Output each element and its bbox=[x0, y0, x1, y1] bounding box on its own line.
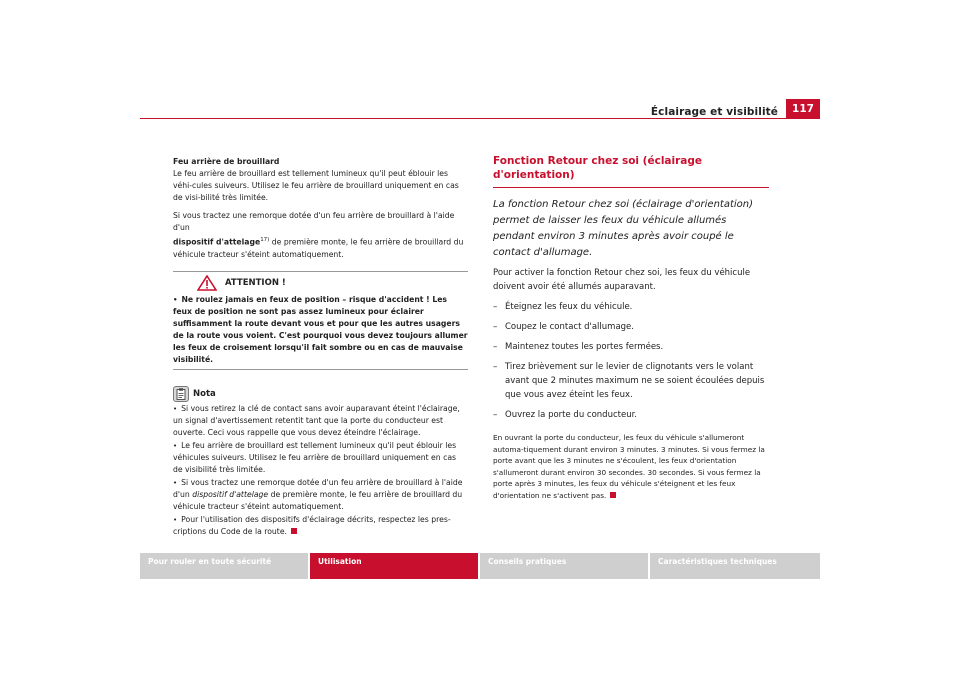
section-end-icon bbox=[291, 528, 297, 534]
tab-technical-data[interactable]: Caractéristiques techniques bbox=[650, 553, 820, 579]
towbar-term: dispositif d'attelage bbox=[173, 237, 261, 247]
chapter-tabs bbox=[140, 553, 820, 579]
attention-box bbox=[173, 271, 468, 370]
note-bullet-4-text: Pour l'utilisation des dispositifs d'éclairage décrits, respectez les pres-criptions du Code de la route. bbox=[173, 514, 451, 536]
step-text: Ouvrez la porte du conducteur. bbox=[505, 410, 638, 420]
dash-icon: – bbox=[493, 362, 498, 372]
warning-triangle-icon bbox=[197, 275, 217, 291]
attention-header bbox=[197, 274, 468, 292]
header-rule bbox=[140, 118, 820, 119]
rear-fog-heading: Feu arrière de brouillard bbox=[173, 157, 280, 166]
note-bullet-3-text-a: Si vous tractez une remorque dotée d'un feu arrière de brouillard à l'aide d'un bbox=[173, 477, 463, 499]
section-title: Éclairage et visibilité bbox=[650, 106, 778, 118]
note-bullet-4 bbox=[173, 514, 468, 538]
coming-home-details bbox=[493, 432, 771, 501]
trailer-text-b: de première monte, le feu arrière de brouillard du véhicule tracteur s'éteint automatiquement. bbox=[173, 237, 464, 259]
coming-home-title: Fonction Retour chez soi (éclairage d'orientation) bbox=[493, 155, 703, 181]
dash-icon: – bbox=[493, 342, 498, 352]
step-text: Coupez le contact d'allumage. bbox=[505, 322, 634, 332]
step-item bbox=[493, 360, 771, 402]
right-column bbox=[493, 154, 771, 501]
page-number: 117 bbox=[786, 99, 820, 119]
step-text: Éteignez les feux du véhicule. bbox=[505, 302, 633, 312]
note-clipboard-icon bbox=[173, 386, 189, 402]
note-bullet-1 bbox=[173, 403, 468, 439]
tab-operation[interactable]: Utilisation bbox=[310, 553, 478, 579]
attention-title: ATTENTION ! bbox=[225, 277, 286, 288]
note-bullet-2-text: Le feu arrière de brouillard est tellement lumineux qu'il peut éblouir les véhicules suiveurs. Utilisez le feu arrière de brouillard uniquement en cas de visibilité très limitée. bbox=[173, 440, 457, 474]
bullet-icon: • bbox=[173, 404, 178, 413]
dash-icon: – bbox=[493, 302, 498, 312]
trailer-paragraph bbox=[173, 210, 468, 261]
trailer-text-a: Si vous tractez une remorque dotée d'un feu arrière de brouillard à l'aide d'un bbox=[173, 211, 455, 232]
step-item bbox=[493, 300, 771, 314]
tab-safety[interactable]: Pour rouler en toute sécurité bbox=[140, 553, 308, 579]
note-bullet-3-text-b: de première monte, le feu arrière de brouillard du véhicule tracteur s'éteint automatiquement. bbox=[173, 489, 463, 511]
coming-home-intro: La fonction Retour chez soi (éclairage d'orientation) permet de laisser les feux du véhicule allumés pendant environ 3 minutes après avoir coupé le contact d'allumage. bbox=[493, 199, 754, 258]
bullet-icon: • bbox=[173, 295, 178, 304]
towbar-term-italic: dispositif d'attelage bbox=[192, 489, 269, 499]
note-bullet-2 bbox=[173, 440, 468, 476]
note-bullet-3 bbox=[173, 477, 468, 513]
section-end-icon bbox=[610, 492, 616, 498]
rear-fog-paragraph: Le feu arrière de brouillard est tellement lumineux qu'il peut éblouir les véhi-cules suiveurs. Utilisez le feu arrière de brouillard uniquement en cas de visi-bilité très limitée. bbox=[173, 169, 459, 202]
bullet-icon: • bbox=[173, 478, 178, 487]
note-bullet-1-text: Si vous retirez la clé de contact sans avoir auparavant éteint l'éclairage, un signal d'avertissement retentit tant que la porte du conducteur est ouverte. Ceci vous rappelle que vous devez éteindre l'éclairage. bbox=[173, 403, 460, 437]
dash-icon: – bbox=[493, 410, 498, 420]
details-text: En ouvrant la porte du conducteur, les feux du véhicule s'allumeront automa-tiquement durant environ 3 minutes. 3 minutes. Si vous fermez la porte avant que les 3 minutes ne s'écoulent, les feux d'orientation s'allumeront durant environ 30 secondes. 30 secondes. Si vous fermez la porte après 3 minutes, les feux du véhicule s'éteignent et les feux d'orientation ne s'activent pas. bbox=[493, 433, 765, 500]
tab-practical-tips[interactable]: Conseils pratiques bbox=[480, 553, 648, 579]
activation-paragraph: Pour activer la fonction Retour chez soi, les feux du véhicule doivent avoir été allumés auparavant. bbox=[493, 268, 751, 292]
dash-icon: – bbox=[493, 322, 498, 332]
step-text: Maintenez toutes les portes fermées. bbox=[505, 342, 664, 352]
bullet-icon: • bbox=[173, 515, 178, 524]
left-column bbox=[173, 156, 468, 538]
step-item bbox=[493, 408, 771, 422]
note-header bbox=[173, 386, 468, 402]
title-rule bbox=[493, 187, 769, 188]
bullet-icon: • bbox=[173, 441, 178, 450]
step-item bbox=[493, 340, 771, 354]
step-text: Tirez brièvement sur le levier de clignotants vers le volant avant que 2 minutes maximum ne se soient écoulées depuis que vous avez éteint les feux. bbox=[505, 362, 765, 400]
note-title: Nota bbox=[193, 388, 216, 399]
footnote-ref[interactable]: 17) bbox=[260, 237, 270, 243]
coming-home-body bbox=[493, 266, 771, 422]
attention-text bbox=[173, 294, 468, 366]
step-item bbox=[493, 320, 771, 334]
attention-body: Ne roulez jamais en feux de position – risque d'accident ! Les feux de position ne sont pas assez lumineux pour éclairer suffisamment la route devant vous et pour que les autres usagers de la route vous voient. C'est pourquoi vous devez toujours allumer les feux de croisement lorsqu'il fait sombre ou en cas de mauvaise visibilité. bbox=[173, 294, 468, 364]
